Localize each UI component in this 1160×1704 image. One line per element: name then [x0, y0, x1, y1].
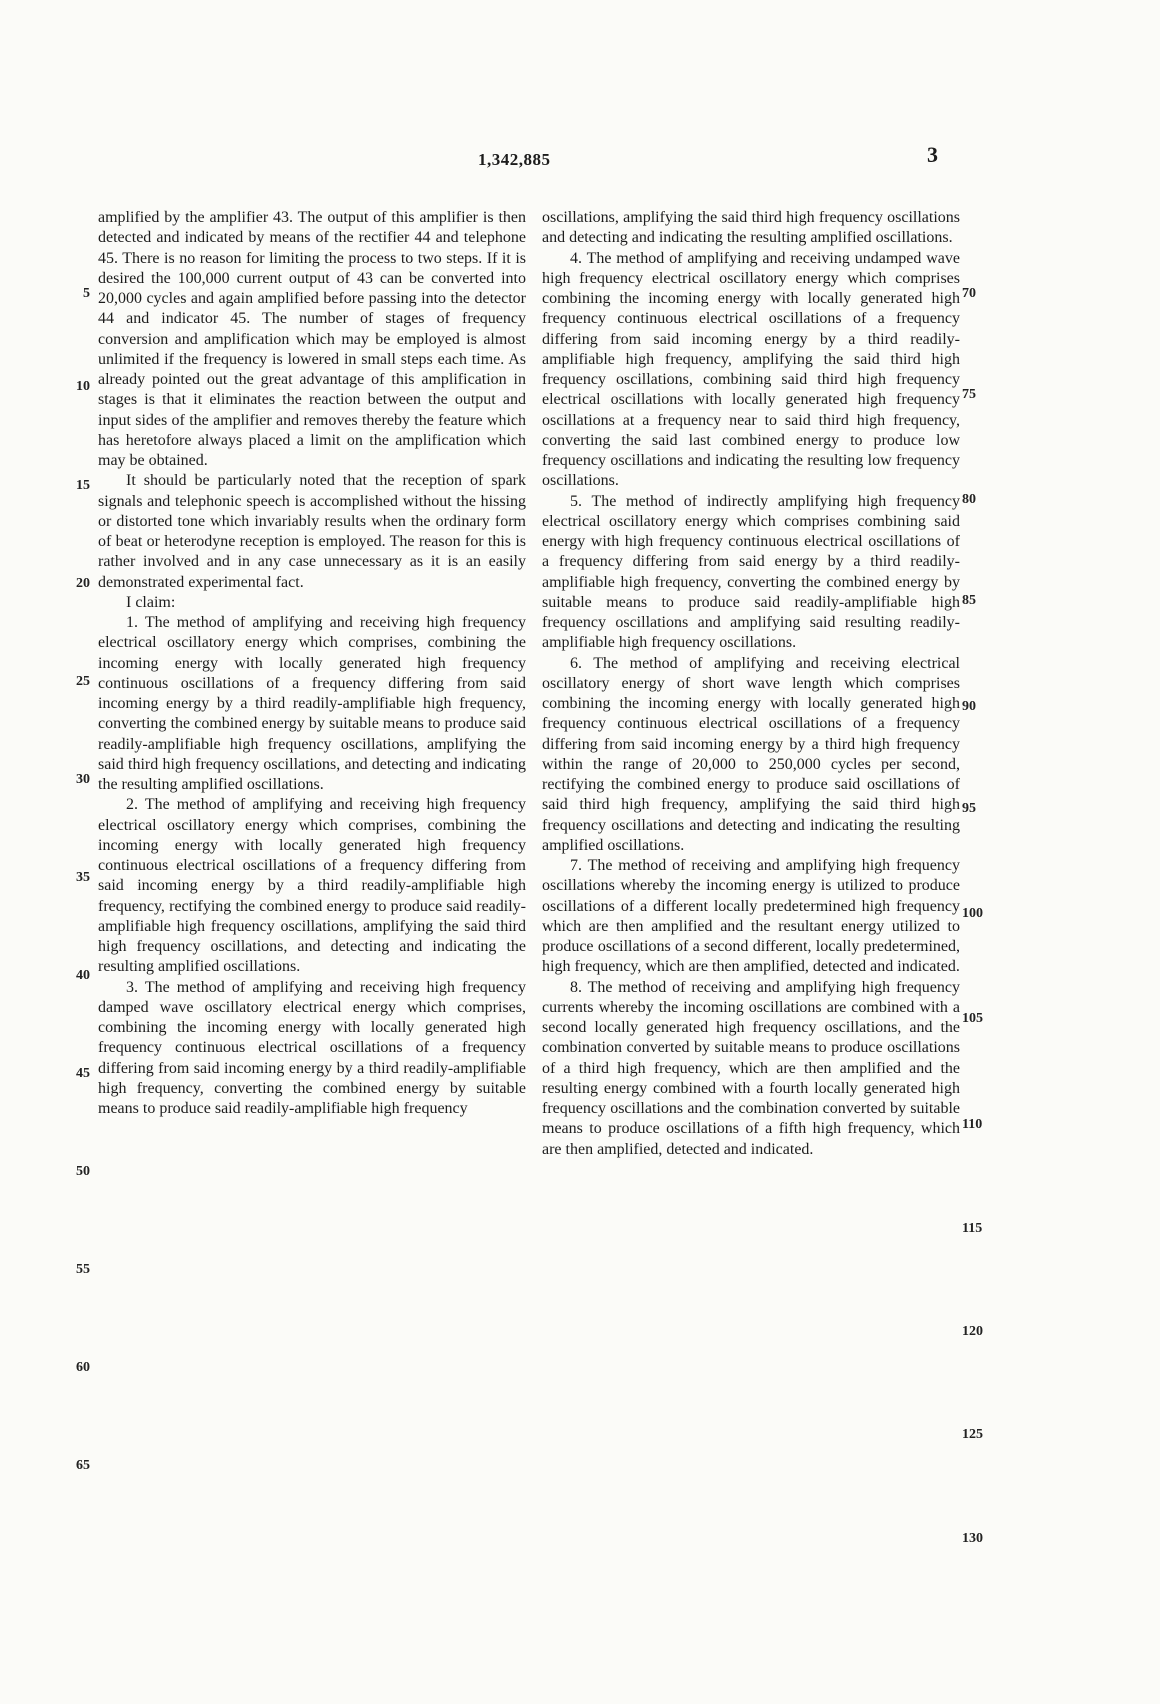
line-number-right: 130: [962, 1531, 983, 1546]
paragraph: amplified by the amplifier 43. The output of this amplifier is then detected and indicated by means of the rectifier 44 and telephone 45. There is no reason for limiting the process to two steps. If it is desired the 100,000 current output of 43 can be converted into 20,000 cycles and again amplified before passing into the detector 44 and indicator 45. The number of stages of frequency conversion and amplification which may be employed is almost unlimited if the frequency is lowered in small steps each time. As already pointed out the great advantage of this amplification in stages is that it eliminates the reaction between the output and input sides of the amplifier and removes thereby the feature which has heretofore always placed a limit on the amplification which may be obtained.: [98, 209, 526, 469]
line-number-left: 55: [76, 1262, 90, 1277]
claim-1: 1. The method of amplifying and receiving high frequency electrical oscillatory energy which comprises, combining the incoming energy with locally generated high frequency continuous oscillations of a frequency differing from said incoming energy by a third readily-amplifiable high frequency, converting the combined energy by suitable means to produce said readily-amplifiable high frequency oscillations, amplifying the said third high frequency oscillations, and detecting and indicating the resulting amplified oscillations.: [98, 614, 526, 793]
line-number-right: 110: [962, 1117, 983, 1132]
left-text-column: [98, 208, 526, 1119]
claim-4: 4. The method of amplifying and receiving undamped wave high frequency electrical oscillatory energy which comprises combining the incoming energy with locally generated high frequency continuous electrical oscillations of a frequency differing from said incoming energy by a third readily-amplifiable high frequency, amplifying the said third high frequency oscillations, combining said third high frequency electrical oscillations with locally generated high frequency oscillations at a frequency near to said third high frequency, converting the said last combined energy to produce low frequency oscillations and indicating the resulting low frequency oscillations.: [542, 249, 960, 490]
line-number-left: 5: [83, 286, 90, 301]
line-number-right: 85: [962, 593, 976, 608]
claim-7: 7. The method of receiving and amplifying high frequency oscillations whereby the incoming energy is utilized to produce oscillations of a different locally predetermined high frequency which are then amplified and the resultant energy utilized to produce oscillations of a second different, locally predetermined, high frequency, which are then amplified, detected and indicated.: [542, 857, 960, 976]
claim-5: 5. The method of indirectly amplifying high frequency electrical oscillatory energy which comprises combining said energy with high frequency continuous electrical oscillations of a frequency differing from said energy by a third readily-amplifiable high frequency, converting the combined energy by suitable means to produce said readily-amplifiable high frequency oscillations and amplifying said resulting readily-amplifiable high frequency oscillations.: [542, 492, 960, 652]
line-number-left: 65: [76, 1458, 90, 1473]
line-number-left: 20: [76, 576, 90, 591]
line-number-right: 120: [962, 1324, 983, 1339]
line-number-right: 115: [962, 1221, 983, 1236]
paragraph: oscillations, amplifying the said third high frequency oscillations and detecting and indicating the resulting amplified oscillations.: [542, 209, 960, 247]
line-number-left: 25: [76, 674, 90, 689]
line-number-right: 75: [962, 387, 976, 402]
line-number-left: 40: [76, 968, 90, 983]
line-number-right: 105: [962, 1011, 983, 1026]
claim-6: 6. The method of amplifying and receiving electrical oscillatory energy of short wave length which comprises combining the incoming energy with locally generated high frequency continuous electrical oscillations of a frequency differing from said incoming energy by a third high frequency within the range of 20,000 to 250,000 cycles per second, rectifying the combined energy to produce said oscillations of said third high frequency, amplifying the said third high frequency oscillations and detecting and indicating the resulting amplified oscillations.: [542, 654, 960, 854]
line-number-left: 30: [76, 772, 90, 787]
line-number-right: 100: [962, 906, 983, 921]
paragraph: It should be particularly noted that the reception of spark signals and telephonic speech is accomplished without the hissing or distorted tone which invariably results when the ordinary form of beat or heterodyne reception is employed. The reason for this is rather involved and in any case unnecessary as it is an easily demonstrated experimental fact.: [98, 472, 526, 591]
line-number-left: 50: [76, 1164, 90, 1179]
line-number-left: 10: [76, 379, 90, 394]
patent-number: 1,342,885: [478, 150, 551, 169]
line-number-left: 45: [76, 1066, 90, 1081]
line-number-right: 95: [962, 801, 976, 816]
claim-2: 2. The method of amplifying and receiving high frequency electrical oscillatory energy which comprises, combining the incoming energy with locally generated high frequency continuous electrical oscillations of a frequency differing from said incoming energy by a third readily-amplifiable high frequency, rectifying the combined energy to produce said readily-amplifiable high frequency oscillations, amplifying the said third high frequency oscillations, and detecting and indicating the resulting amplified oscillations.: [98, 796, 526, 976]
line-number-right: 125: [962, 1427, 983, 1442]
claim-3: 3. The method of amplifying and receiving high frequency damped wave oscillatory electrical energy which comprises, combining the incoming energy with locally generated high frequency continuous electrical oscillations of a frequency differing from said incoming energy by a third readily-amplifiable high frequency, converting the combined energy by suitable means to produce said readily-amplifiable high frequency: [98, 978, 526, 1117]
line-number-left: 15: [76, 478, 90, 493]
line-number-right: 70: [962, 286, 976, 301]
line-number-right: 80: [962, 492, 976, 507]
claim-8: 8. The method of receiving and amplifying high frequency currents whereby the incoming oscillations are combined with a second locally generated high frequency oscillations, and the combination converted by suitable means to produce oscillations of a third high frequency, which are then amplified and the resulting energy combined with a fourth locally generated high frequency oscillations and the combination converted by suitable means to produce oscillations of a fifth high frequency, which are then amplified, detected and indicated.: [542, 978, 960, 1158]
right-text-column: [542, 208, 960, 1160]
page-number: 3: [927, 142, 938, 167]
line-number-left: 35: [76, 870, 90, 885]
line-number-right: 90: [962, 699, 976, 714]
line-number-left: 60: [76, 1360, 90, 1375]
claim-heading: I claim:: [126, 593, 176, 611]
